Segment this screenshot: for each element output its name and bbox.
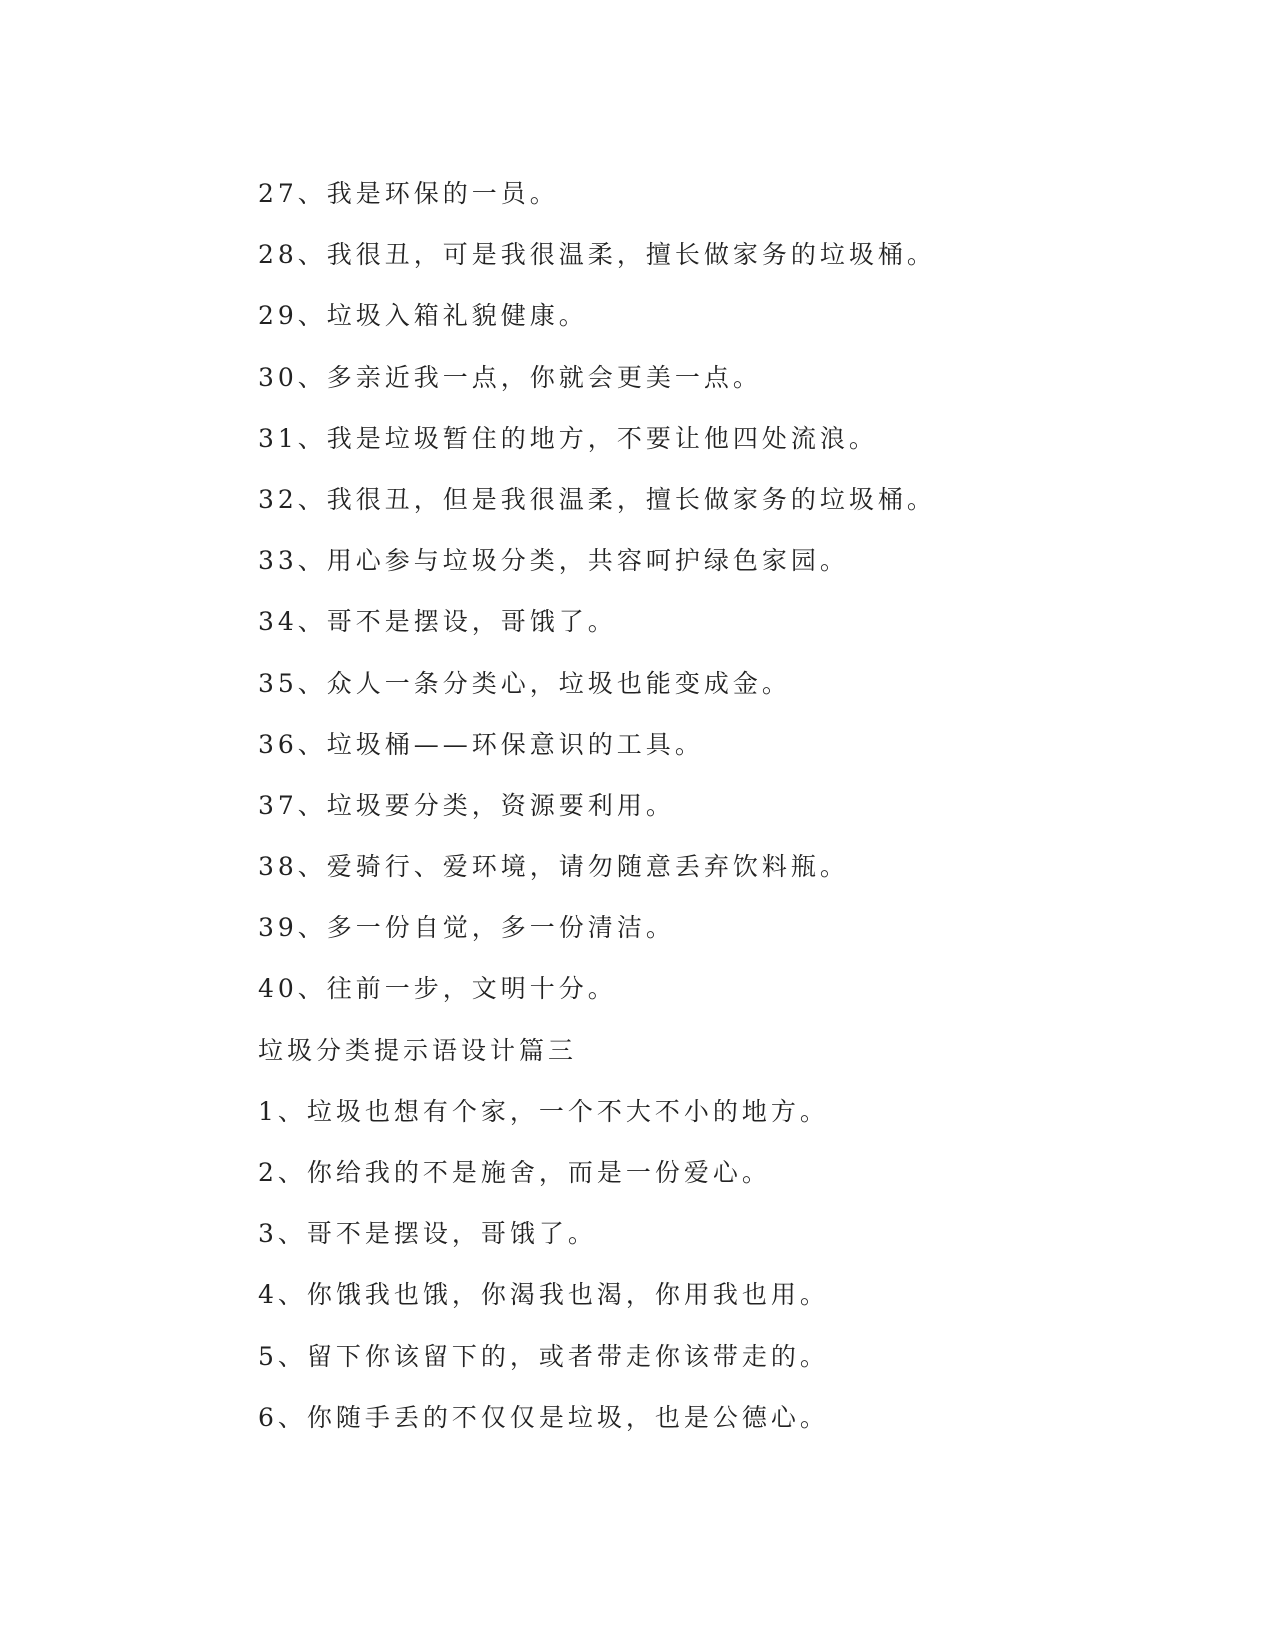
slogan-line-32: 32、我很丑，但是我很温柔，擅长做家务的垃圾桶。: [258, 484, 936, 514]
slogan-line-6: 6、你随手丢的不仅仅是垃圾，也是公德心。: [258, 1402, 829, 1432]
slogan-line-27: 27、我是环保的一员。: [258, 179, 559, 208]
slogan-line-28: 28、我很丑，可是我很温柔，擅长做家务的垃圾桶。: [258, 240, 936, 270]
slogan-line-39: 39、多一份自觉，多一份清洁。: [258, 913, 675, 943]
slogan-line-30: 30、多亲近我一点，你就会更美一点。: [258, 362, 762, 392]
document-body: [258, 163, 1158, 1448]
slogan-line-5: 5、留下你该留下的，或者带走你该带走的。: [258, 1341, 829, 1371]
slogan-line-33: 33、用心参与垃圾分类，共容呵护绿色家园。: [258, 546, 849, 576]
section-heading: 垃圾分类提示语设计篇三: [258, 1035, 578, 1065]
slogan-line-37: 37、垃圾要分类，资源要利用。: [258, 790, 675, 820]
slogan-line-2: 2、你给我的不是施舍，而是一份爱心。: [258, 1158, 771, 1187]
slogan-line-1: 1、垃圾也想有个家，一个不大不小的地方。: [258, 1096, 829, 1126]
slogan-line-38: 38、爱骑行、爱环境，请勿随意丢弃饮料瓶。: [258, 852, 849, 882]
slogan-line-35: 35、众人一条分类心，垃圾也能变成金。: [258, 668, 791, 698]
slogan-line-29: 29、垃圾入箱礼貌健康。: [258, 301, 588, 331]
slogan-line-31: 31、我是垃圾暂住的地方，不要让他四处流浪。: [258, 423, 878, 453]
slogan-line-34: 34、哥不是摆设，哥饿了。: [258, 607, 617, 637]
slogan-line-36: 36、垃圾桶——环保意识的工具。: [258, 729, 704, 759]
slogan-line-4: 4、你饿我也饿，你渴我也渴，你用我也用。: [258, 1280, 829, 1310]
slogan-line-3: 3、哥不是摆设，哥饿了。: [258, 1219, 597, 1249]
slogan-line-40: 40、往前一步，文明十分。: [258, 974, 617, 1004]
